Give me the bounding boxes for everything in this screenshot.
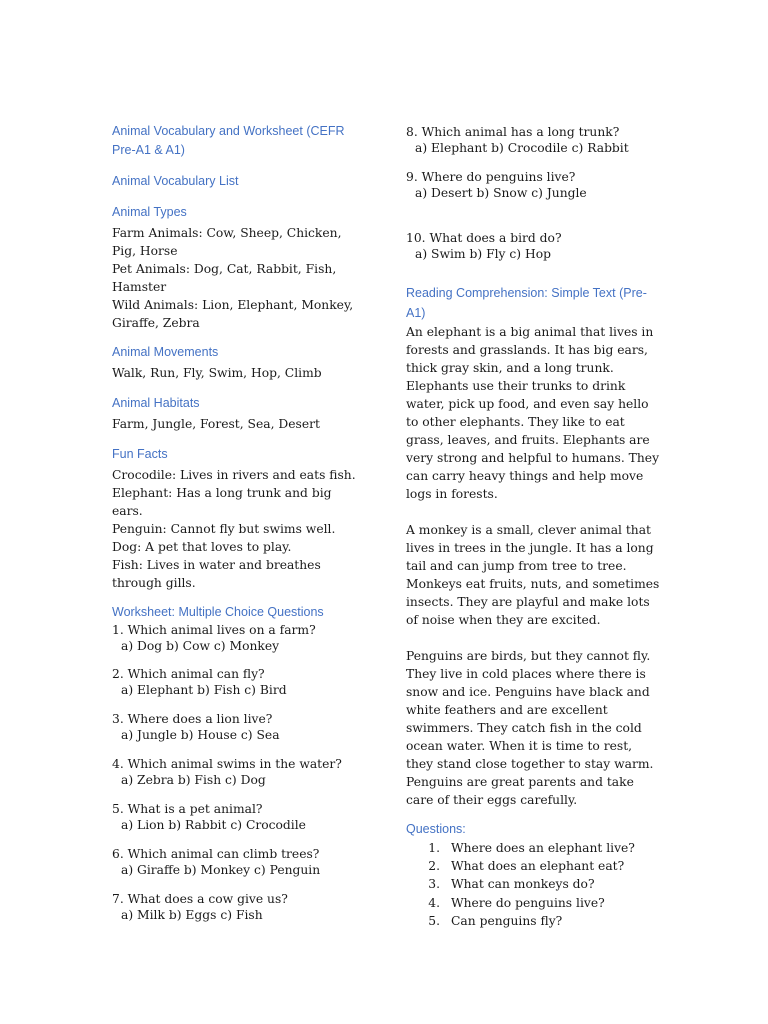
habitats-heading: Animal Habitats	[112, 396, 200, 410]
left-column	[112, 122, 364, 923]
question-text: 2. Which animal can fly?	[112, 667, 265, 681]
question-text: 8. Which animal has a long trunk?	[406, 125, 620, 139]
reading-paragraph-penguin: Penguins are birds, but they cannot fly. They live in cold places where there is snow and ice. Penguins have black and white feathers and are excellent swimmers. They catch fish in the cold ocean water. When it is time to rest, they stand close together to stay warm. Penguins are great parents and take care of their eggs carefully.	[406, 649, 654, 807]
fun-facts-heading: Fun Facts	[112, 447, 168, 461]
question-block	[112, 711, 364, 743]
question-block	[112, 622, 364, 654]
fun-fact-line: Dog: A pet that loves to play.	[112, 540, 292, 554]
question-text: 5. What is a pet animal?	[112, 802, 263, 816]
question-block	[406, 169, 662, 201]
list-item: 2. What does an elephant eat?	[428, 859, 625, 874]
question-block	[112, 666, 364, 698]
fun-fact-line: Penguin: Cannot fly but swims well.	[112, 522, 336, 536]
document-title: Animal Vocabulary and Worksheet (CEFR Pre-A1 & A1)	[112, 124, 345, 157]
fun-fact-line: Elephant: Has a long trunk and big ears.	[112, 486, 332, 518]
fun-fact-line: Crocodile: Lives in rivers and eats fish.	[112, 468, 356, 482]
movements-heading: Animal Movements	[112, 345, 219, 359]
question-block	[112, 891, 364, 923]
question-text: 7. What does a cow give us?	[112, 892, 288, 906]
question-text: 10. What does a bird do?	[406, 231, 562, 245]
list-item: 5. Can penguins fly?	[428, 913, 563, 928]
question-options: a) Desert b) Snow c) Jungle	[415, 186, 587, 200]
list-item: 3. What can monkeys do?	[428, 877, 595, 892]
question-options: a) Jungle b) House c) Sea	[121, 728, 280, 742]
question-block	[406, 124, 662, 156]
comprehension-list	[406, 839, 662, 930]
reading-heading: Reading Comprehension: Simple Text (Pre-A1)	[406, 286, 647, 320]
worksheet-heading: Worksheet: Multiple Choice Questions	[112, 605, 324, 619]
question-text: 1. Which animal lives on a farm?	[112, 623, 316, 637]
question-block	[112, 801, 364, 833]
habitats-text: Farm, Jungle, Forest, Sea, Desert	[112, 417, 320, 431]
question-text: 3. Where does a lion live?	[112, 712, 273, 726]
question-text: 9. Where do penguins live?	[406, 170, 576, 184]
wild-animals-line: Wild Animals: Lion, Elephant, Monkey, Giraffe, Zebra	[112, 298, 354, 330]
question-options: a) Elephant b) Crocodile c) Rabbit	[415, 141, 629, 155]
question-options: a) Lion b) Rabbit c) Crocodile	[121, 818, 306, 832]
fun-fact-line: Fish: Lives in water and breathes through gills.	[112, 558, 321, 590]
animal-types-heading: Animal Types	[112, 205, 187, 219]
question-block	[406, 230, 662, 262]
reading-paragraph-monkey: A monkey is a small, clever animal that lives in trees in the jungle. It has a long tail and can jump from tree to tree. Monkeys eat fruits, nuts, and sometimes insects. They are playful and make lots of noise when they are excited.	[406, 523, 660, 627]
farm-animals-line: Farm Animals: Cow, Sheep, Chicken, Pig, Horse	[112, 226, 342, 258]
question-text: 4. Which animal swims in the water?	[112, 757, 342, 771]
vocab-list-heading: Animal Vocabulary List	[112, 174, 239, 188]
question-options: a) Zebra b) Fish c) Dog	[121, 773, 266, 787]
question-block	[112, 846, 364, 878]
right-column	[406, 124, 662, 930]
question-options: a) Swim b) Fly c) Hop	[415, 247, 551, 261]
pet-animals-line: Pet Animals: Dog, Cat, Rabbit, Fish, Hamster	[112, 262, 337, 294]
question-options: a) Dog b) Cow c) Monkey	[121, 639, 280, 653]
question-block	[112, 756, 364, 788]
question-text: 6. Which animal can climb trees?	[112, 847, 320, 861]
question-options: a) Milk b) Eggs c) Fish	[121, 908, 263, 922]
questions-heading: Questions:	[406, 822, 466, 836]
question-options: a) Elephant b) Fish c) Bird	[121, 683, 287, 697]
movements-text: Walk, Run, Fly, Swim, Hop, Climb	[112, 366, 322, 380]
question-options: a) Giraffe b) Monkey c) Penguin	[121, 863, 321, 877]
reading-paragraph-elephant: An elephant is a big animal that lives in forests and grasslands. It has big ears, thick gray skin, and a long trunk. Elephants use their trunks to drink water, pick up food, and even say hello to other elephants. They like to eat grass, leaves, and fruits. Elephants are very strong and helpful to humans. They can carry heavy things and help move logs in forests.	[406, 325, 660, 501]
list-item: 4. Where do penguins live?	[428, 895, 605, 910]
list-item: 1. Where does an elephant live?	[428, 841, 635, 855]
